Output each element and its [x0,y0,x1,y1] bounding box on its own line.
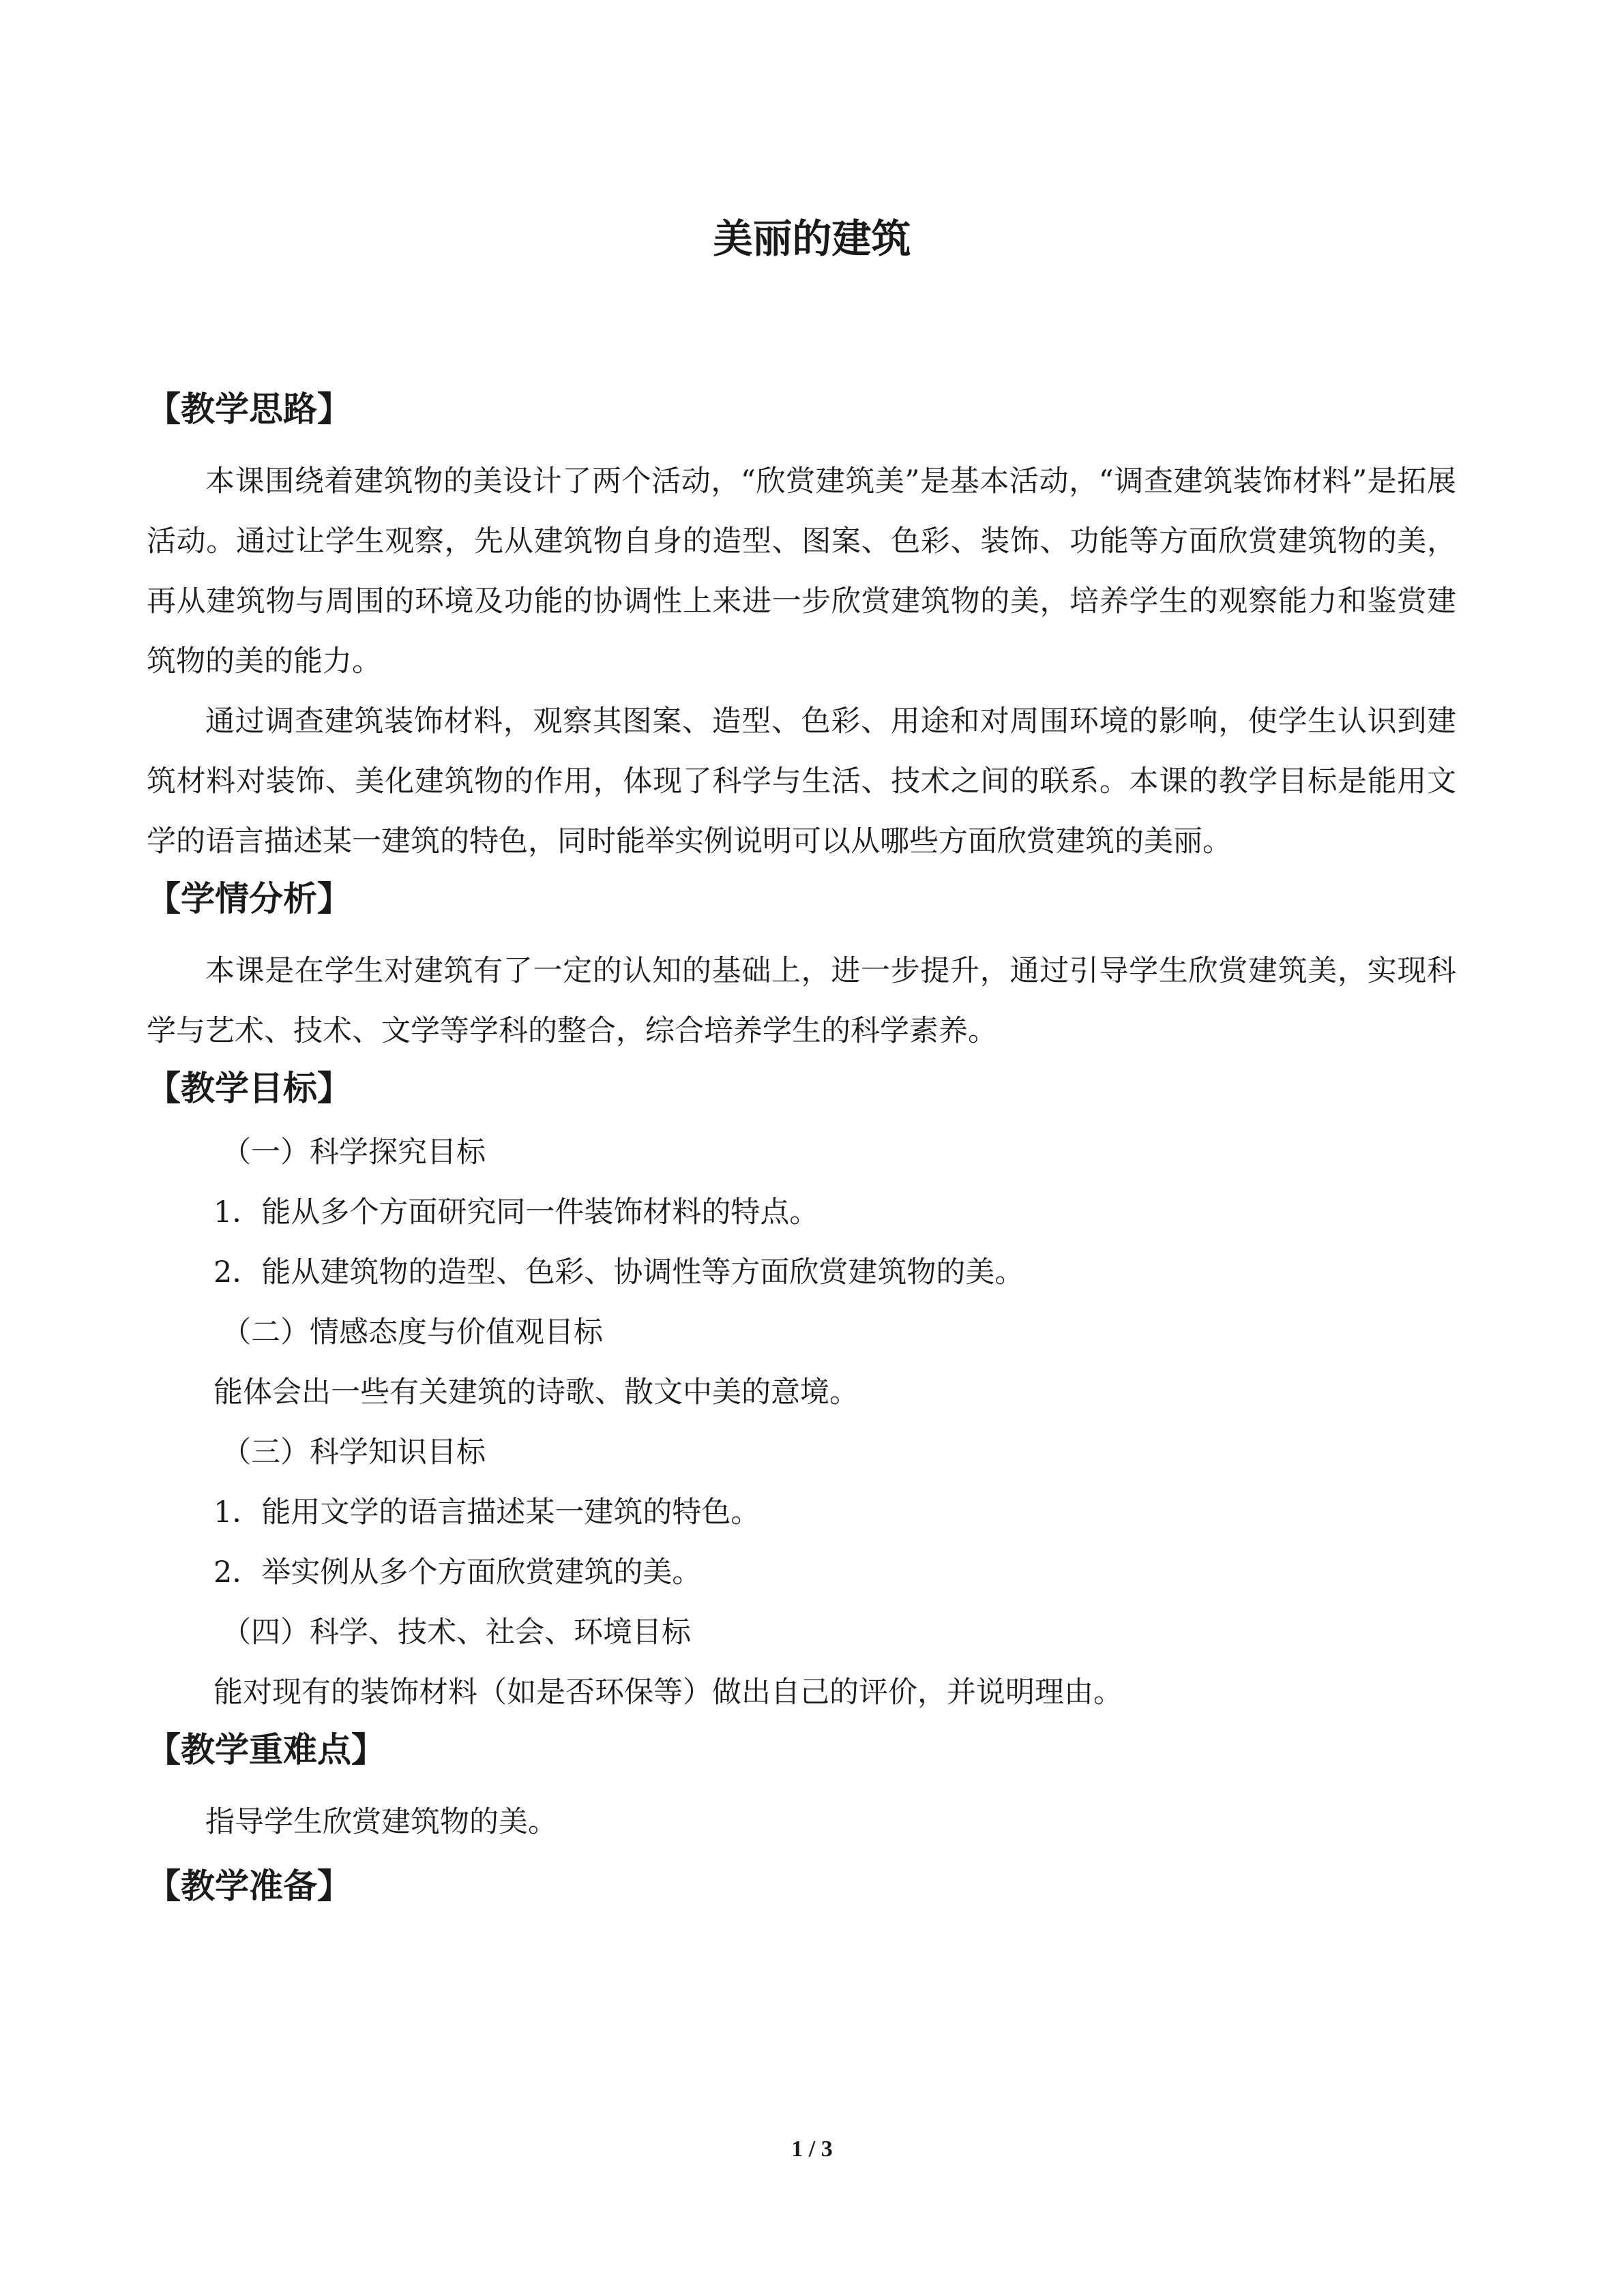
objective-subheading: （三）科学知识目标 [222,1435,486,1470]
objective-item: 1．能从多个方面研究同一件装饰材料的特点。 [213,1195,819,1229]
document-body [147,382,1456,1913]
section-heading: 【教学准备】 [147,1866,351,1906]
objective-item: 1．能用文学的语言描述某一建筑的特色。 [213,1495,761,1530]
objective-subheading: （二）情感态度与价值观目标 [222,1315,603,1350]
objective-item: 能体会出一些有关建筑的诗歌、散文中美的意境。 [213,1375,859,1410]
paragraph: 通过调查建筑装饰材料，观察其图案、造型、色彩、用途和对周围环境的影响，使学生认识到建筑材料对装饰、美化建筑物的作用，体现了科学与生活、技术之间的联系。本课的教学目标是能用文学的语言描述某一建筑的特色，同时能举实例说明可以从哪些方面欣赏建筑的美丽。 [147,704,1456,859]
paragraph: 本课是在学生对建筑有了一定的认知的基础上，进一步提升，通过引导学生欣赏建筑美，实现科学与艺术、技术、文学等学科的整合，综合培养学生的科学素养。 [147,954,1456,1048]
section-teaching-approach [147,382,1456,871]
objective-item: 2．举实例从多个方面欣赏建筑的美。 [213,1555,702,1590]
section-heading: 【学情分析】 [147,879,351,919]
objective-subheading: （四）科学、技术、社会、环境目标 [222,1615,691,1650]
section-heading: 【教学思路】 [147,389,351,429]
paragraph: 指导学生欣赏建筑物的美。 [205,1805,557,1839]
objective-item: 2．能从建筑物的造型、色彩、协调性等方面欣赏建筑物的美。 [213,1255,1024,1289]
section-student-analysis [147,871,1456,1061]
section-teaching-preparation [147,1852,1456,1913]
document-title: 美丽的建筑 [713,215,911,262]
page-number: 1 / 3 [791,2136,833,2162]
paragraph: 本课围绕着建筑物的美设计了两个活动，“欣赏建筑美”是基本活动，“调查建筑装饰材料”是拓展活动。通过让学生观察，先从建筑物自身的造型、图案、色彩、装饰、功能等方面欣赏建筑物的美，再从建筑物与周围的环境及功能的协调性上来进一步欣赏建筑物的美，培养学生的观察能力和鉴赏建筑物的美的能力。 [147,464,1456,679]
section-key-difficulties [147,1723,1456,1852]
section-heading: 【教学重难点】 [147,1730,385,1770]
objective-subheading: （一）科学探究目标 [222,1135,486,1169]
section-heading: 【教学目标】 [147,1069,351,1108]
section-teaching-objectives [147,1061,1456,1723]
objective-item: 能对现有的装饰材料（如是否环保等）做出自己的评价，并说明理由。 [213,1675,1123,1710]
